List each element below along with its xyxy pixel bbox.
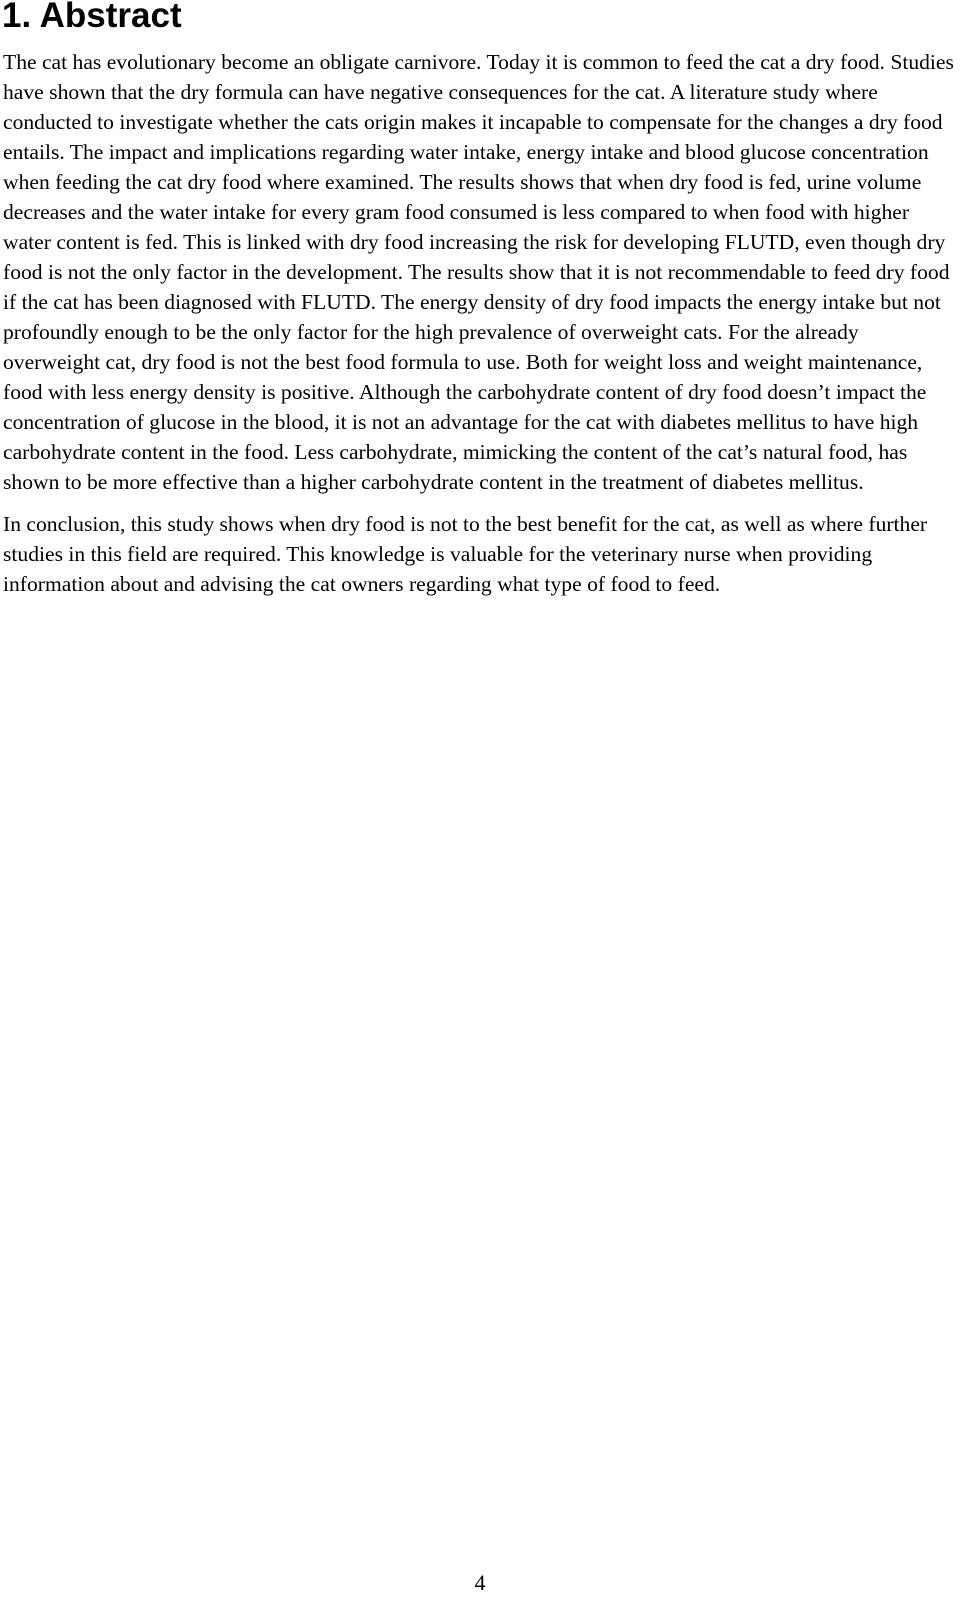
page-number: 4: [474, 1570, 486, 1595]
abstract-paragraph-1: The cat has evolutionary become an obligate carnivore. Today it is common to feed the cat a dry food. Studies have shown that the dry formula can have negative consequences for the cat. A literature study where conducted to investigate whether the cats origin makes it incapable to compensate for the changes a dry food entails. The impact and implications regarding water intake, energy intake and blood glucose concentration when feeding the cat dry food where examined. The results shows that when dry food is fed, urine volume decreases and the water intake for every gram food consumed is less compared to when food with higher water content is fed. This is linked with dry food increasing the risk for developing FLUTD, even though dry food is not the only factor in the development. The results show that it is not recommendable to feed dry food if the cat has been diagnosed with FLUTD. The energy density of dry food impacts the energy intake but not profoundly enough to be the only factor for the high prevalence of overweight cats. For the already overweight cat, dry food is not the best food formula to use. Both for weight loss and weight maintenance, food with less energy density is positive. Although the carbohydrate content of dry food doesn’t impact the concentration of glucose in the blood, it is not an advantage for the cat with diabetes mellitus to have high carbohydrate content in the food. Less carbohydrate, mimicking the content of the cat’s natural food, has shown to be more effective than a higher carbohydrate content in the treatment of diabetes mellitus.: [3, 50, 954, 494]
section-heading: 1. Abstract: [2, 0, 182, 35]
abstract-body: [3, 47, 958, 599]
abstract-paragraph-2: In conclusion, this study shows when dry food is not to the best benefit for the cat, as well as where further studies in this field are required. This knowledge is valuable for the veterinary nurse when providing information about and advising the cat owners regarding what type of food to feed.: [3, 512, 928, 596]
